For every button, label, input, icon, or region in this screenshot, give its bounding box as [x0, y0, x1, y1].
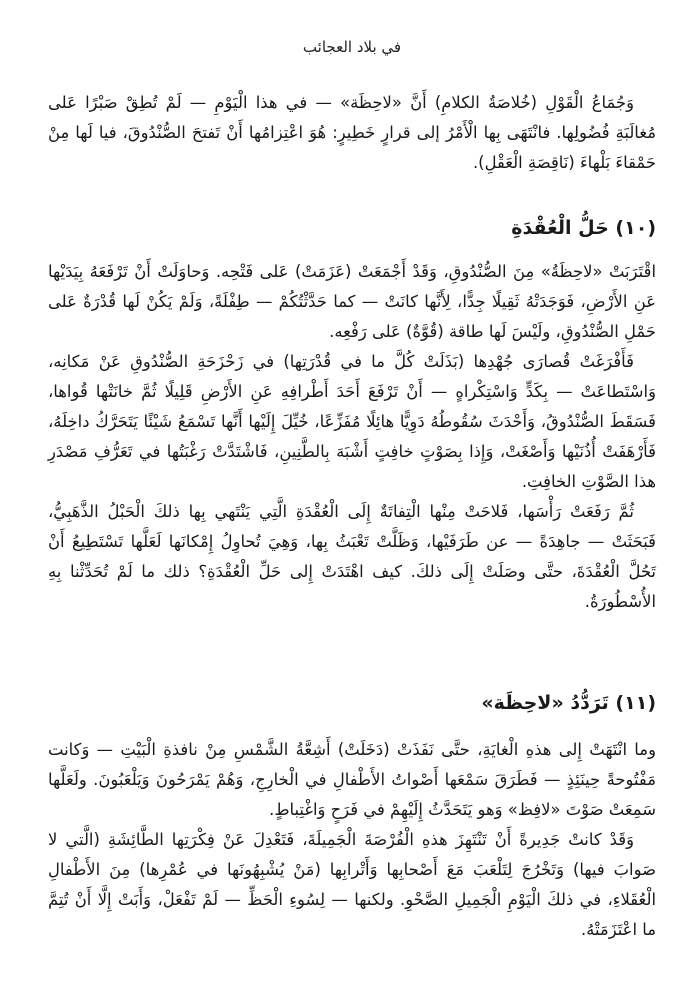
- intro-block: [48, 88, 656, 178]
- section-11-paragraph-2: وَقَدْ كانتْ جَدِيرةً أَنْ تَنْتَهِزَ هذهِ الْفُرْصَةَ الْجَمِيلَةَ، فَتَعْدِلَ عَنْ فِكْرَتِها الطَّائِشَةِ (الَّتي لا صَوابَ فيها) وَتَخْرُجَ لِتَلْعَبَ مَعَ أَصْحابِها وَأَتْرابِها (مَنْ يُشْبِهُونَها في عُمْرِها) مِنَ الأَطْفالِ الْعُقَلاءِ، في ذلكَ الْيَوْمِ الْجَمِيلِ الصَّحْوِ. ولكنها — لِسُوءِ الْحَظِّ — لَمْ تَفْعَلْ، وَأَبَتْ إِلَّا أَنْ تُتِمَّ ما اعْتَزَمَتْهُ.: [48, 830, 656, 939]
- section-11-paragraph-1: وما انْتَهَتْ إِلى هذهِ الْغايَةِ، حتَّى نَفَذَتْ (دَخَلَتْ) أَشِعَّةُ الشَّمْسِ مِنْ نافذةِ الْبَيْتِ — وَكانت مَفْتُوحةً حِينَئِذٍ — فَطَرَقَ سَمْعَها أَصْواتُ الأَطْفالِ في الْخارِجِ، وَهُمْ يَمْرَحُونَ وَيَلْعَبُونَ. ولَعَلَّها سَمِعَتْ صَوْتَ «لافِظ» وَهو يَتَحَدَّثُ إِلَيْهِمْ في فَرَحٍ وَاغْتِباطٍ.: [48, 740, 656, 819]
- running-head: في بلاد العجائب: [302, 38, 402, 56]
- book-page: [48, 0, 656, 1000]
- section-10-heading: (١٠) حَلُّ الْعُقْدَةِ: [511, 217, 656, 239]
- section-11-body: [48, 735, 656, 945]
- section-10-body: [48, 257, 656, 617]
- section-10-paragraph-3: ثُمَّ رَفَعَتْ رَأْسَها، فَلاحَتْ مِنْها الْتِفاتَةٌ إِلَى الْعُقْدَةِ الَّتِي يَنْتَهي بِها ذلكَ الْحَبْلُ الذَّهَبِيُّ، فَبَحَثَتْ — جاهِدَةً — عن طَرَفَيْها، وَظَلَّتْ تَعْبَثُ بِها، وَهِيَ تُحاوِلُ إِمْكانَها لَعَلَّها تَسْتَطِيعُ أَنْ تَحُلَّ الْعُقْدَةَ، حتَّى وصَلَتْ إِلَى ذلكَ. كيف اهْتَدَتْ إِلى حَلِّ الْعُقْدَةِ؟ ذلك ما لَمْ تُحَدِّثْنا بِهِ الأُسْطُورَةُ.: [48, 502, 656, 611]
- section-10-paragraph-2: فَأَفْرَغَتْ قُصارَى جُهْدِها (بَذَلَتْ كُلَّ ما في قُدْرَتِها) في زَحْزَحَةِ الصُّنْدُوقِ عَنْ مَكانِه، وَاسْتَطاعَتْ — بِكَدٍّ وَاسْتِكْراهٍ — أَنْ تَرْفَعَ أَحَدَ أَطْرافِهِ عَنِ الأَرْضِ قَلِيلًا ثُمَّ خانَتْها قُواها، فَسَقَطَ الصُّنْدُوقُ، وَأَحْدَثَ سُقُوطُهُ دَوِيًّا هائِلًا مُفَزِّعًا، خُيِّلَ إِلَيْها أَنَّها تَسْمَعُ شَيْئًا يَتَحَرَّكُ داخِلَهُ، فَأَرْهَفَتْ أُذُنَيْها وَأَصْغَتْ، وَإِذا بِصَوْتٍ خافِتٍ أَشْبَهَ بِالطَّنِينِ، فَاشْتَدَّتْ رَغْبَتُها في تَعَرُّفِ مَصْدَرِ هذا الصَّوْتِ الخافِتِ.: [48, 352, 656, 491]
- intro-paragraph: وَجُمَاعُ الْقَوْلِ (خُلاصَةُ الكلامِ) أَنَّ «لاحِظَة» — في هذا الْيَوْمِ — لَمْ تُطِقْ صَبْرًا عَلى مُغالَبَةِ فُضُولِها. فانْتَهَى بِها الْأَمْرُ إلى قرارٍ خَطِيرٍ: هُوَ اعْتِزامُها أَنْ تَفتحَ الصُّنْدُوقَ، فيا لَها مِنْ حَمْقاءَ بَلْهاءَ (نَاقِصَةِ الْعَقْلِ).: [48, 93, 656, 172]
- section-11-heading: (١١) تَرَدُّدُ «لاحِظَة»: [481, 692, 656, 714]
- section-10-paragraph-1: اقْتَرَبَتْ «لاحِظَةُ» مِنَ الصُّنْدُوقِ، وَقَدْ أَجْمَعَتْ (عَزَمَتْ) عَلى فَتْحِه. وَحاوَلَتْ أَنْ تَرْفَعَهُ بِيَدَيْها عَنِ الأَرْضِ، فَوَجَدَتْهُ ثَقِيلًا جِدًّا، لِأَنَّها كانَتْ — كما حَدَّثْتُكُمْ — طِفْلَةً، وَلَمْ يَكُنْ لَها قُدْرَةٌ عَلى حَمْلِ الصُّنْدُوقِ، ولَيْسَ لَها طاقة (قُوَّةٌ) عَلى رَفْعِه.: [48, 262, 656, 341]
